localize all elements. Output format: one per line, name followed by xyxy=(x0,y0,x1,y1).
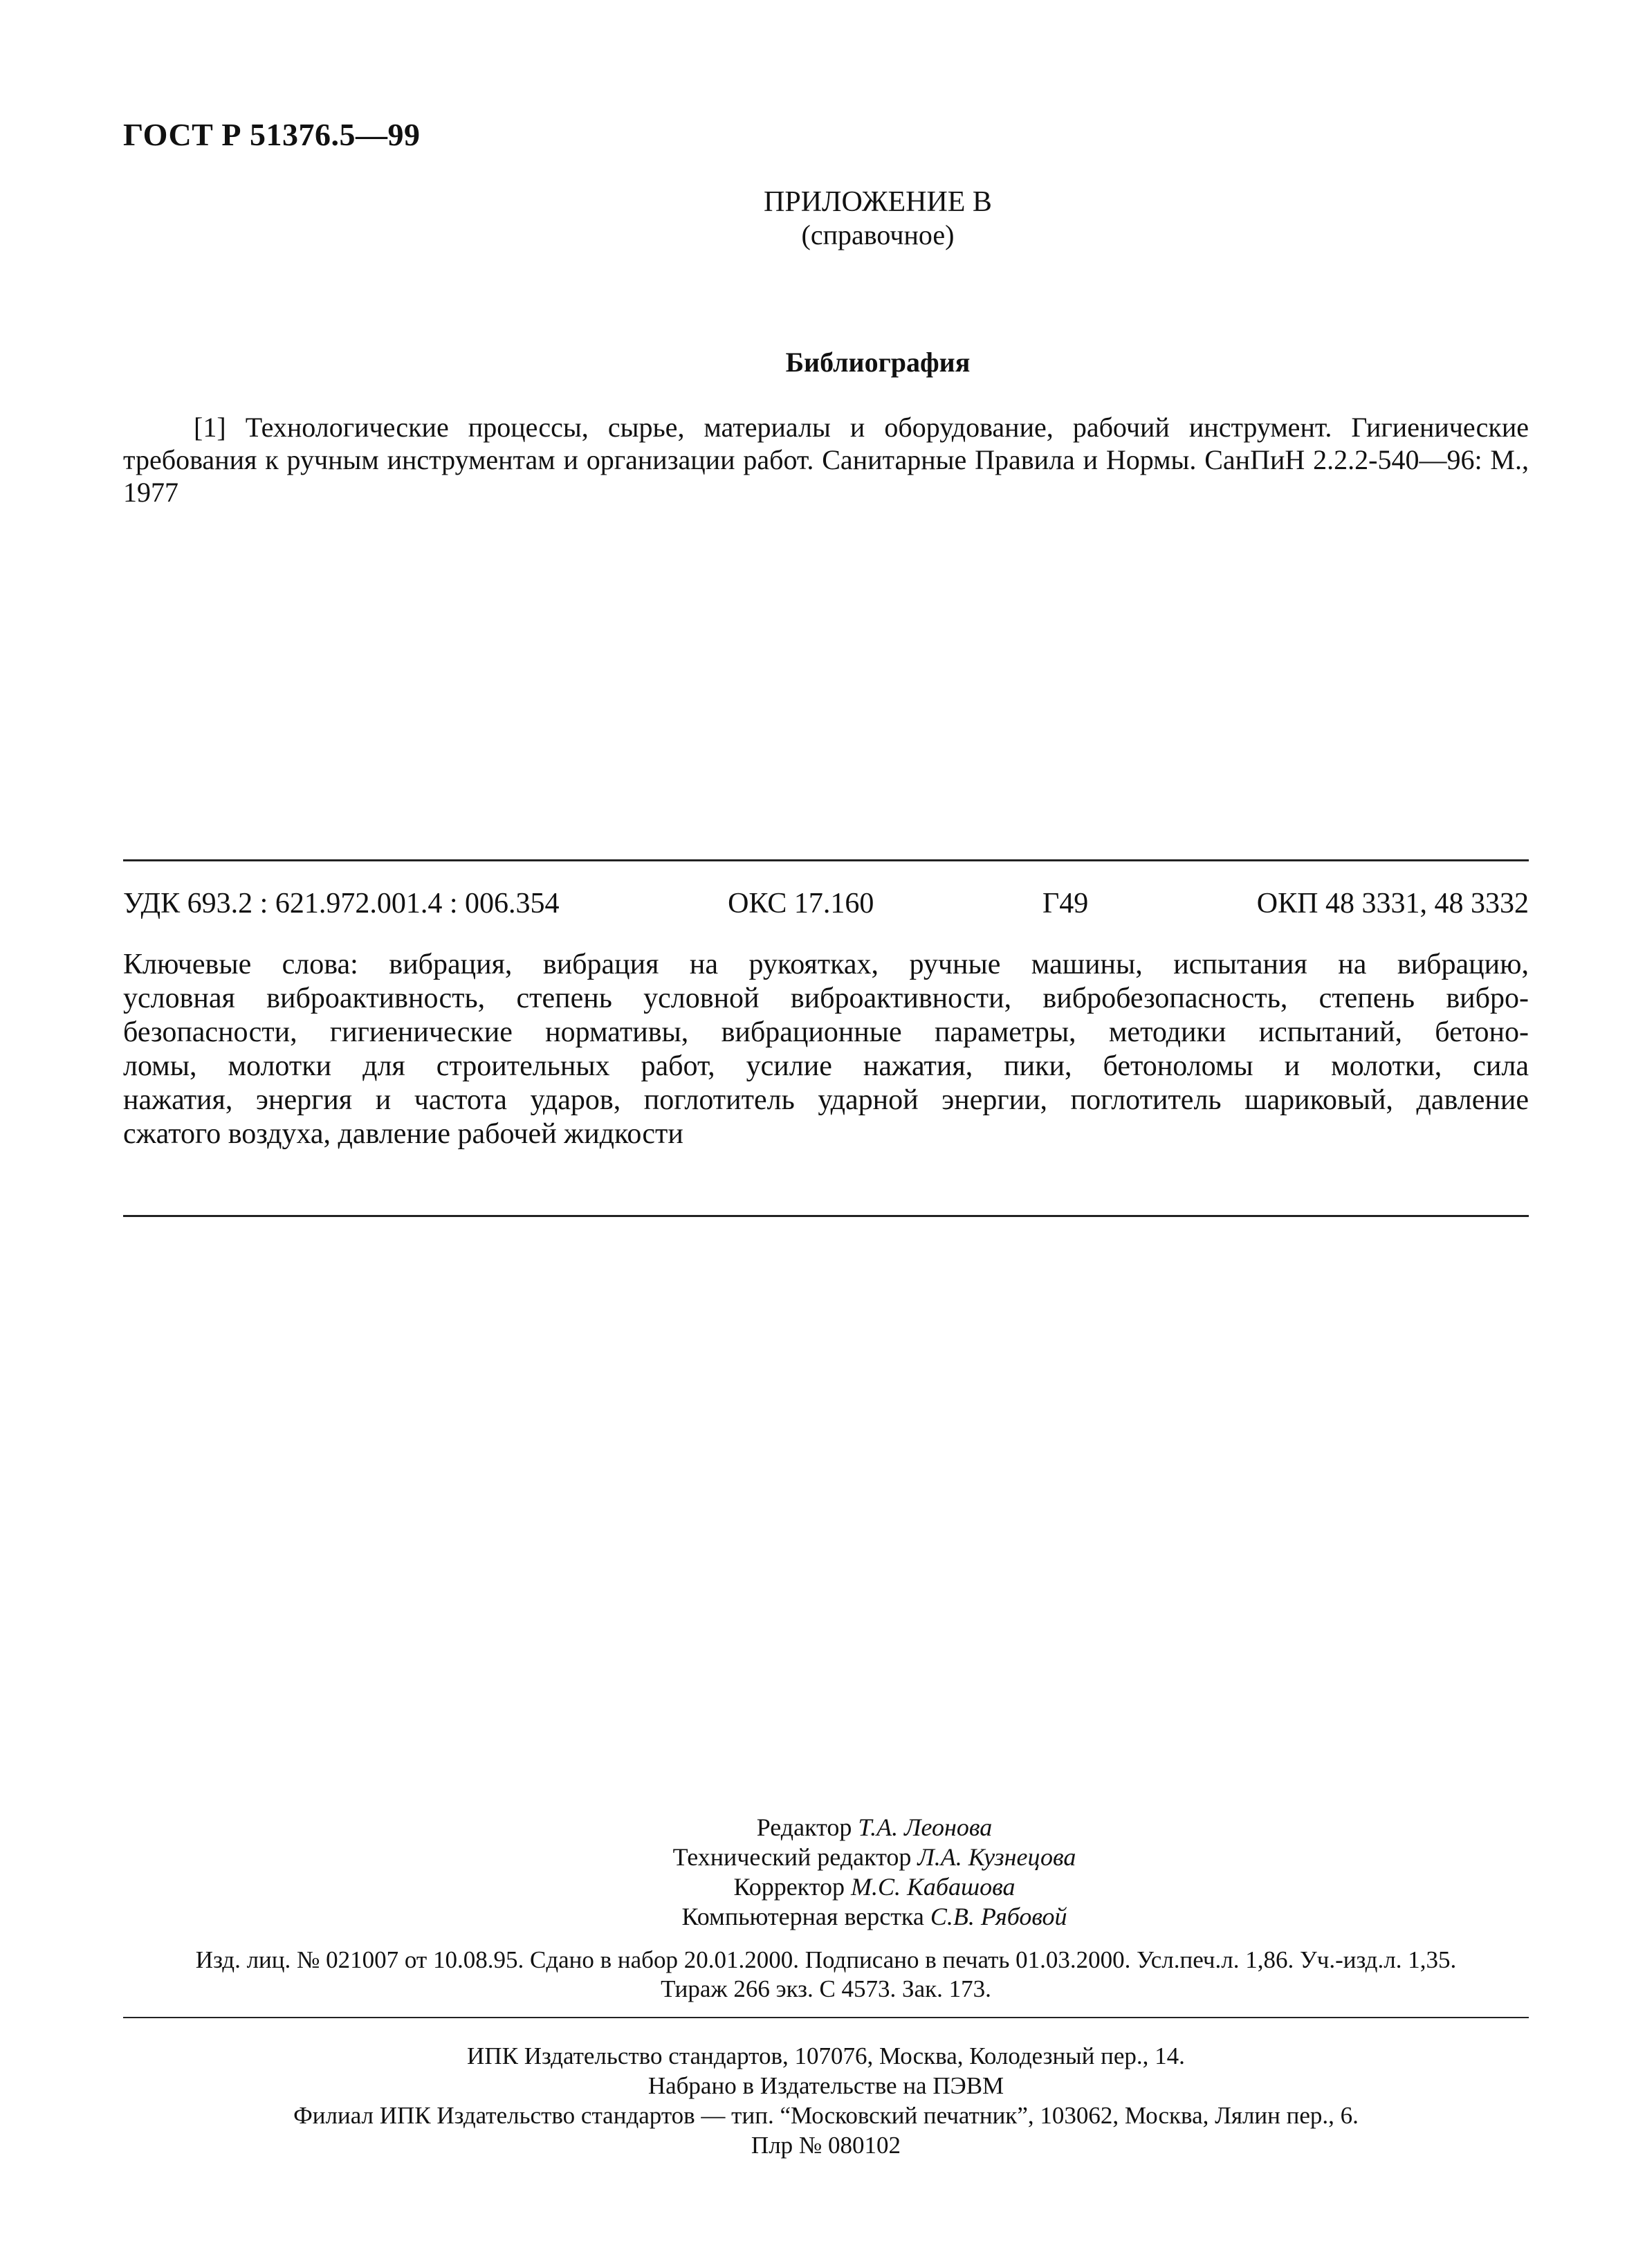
credit-name: М.С. Кабашова xyxy=(850,1873,1016,1901)
keywords-line: сжатого воздуха, давление рабочей жидкости xyxy=(123,1118,683,1150)
keywords-line: нажатия, энергия и частота ударов, поглотитель ударной энергии, поглотитель шариковый, давление xyxy=(123,1084,1529,1116)
printer-line: Набрано в Издательстве на ПЭВМ xyxy=(647,2072,1004,2099)
top-divider xyxy=(123,859,1529,861)
credit-tech-editor xyxy=(104,1842,1645,1872)
udk-code: УДК 693.2 : 621.972.001.4 : 006.354 xyxy=(123,888,560,920)
keywords-line: ломы, молотки для строительных работ, усилие нажатия, пики, бетоноломы и молотки, сила xyxy=(123,1050,1529,1082)
printer-line: ИПК Издательство стандартов, 107076, Москва, Колодезный пер., 14. xyxy=(467,2042,1185,2069)
credit-name: Т.А. Леонова xyxy=(858,1813,993,1841)
publication-info xyxy=(123,1946,1529,2004)
printer-info xyxy=(123,2041,1529,2160)
keywords-line: безопасности, гигиенические нормативы, вибрационные параметры, методики испытаний, бетоно- xyxy=(123,1016,1529,1048)
group-code: Г49 xyxy=(1042,888,1089,920)
publication-line: Изд. лиц. № 021007 от 10.08.95. Сдано в набор 20.01.2000. Подписано в печать 01.03.2000. Усл.печ.л. 1,86. Уч.-изд.л. 1,35. xyxy=(195,1946,1457,1973)
printer-line: Филиал ИПК Издательство стандартов — тип. “Московский печатник”, 103062, Москва, Лялин пер., 6. xyxy=(293,2102,1359,2129)
bibliography-entry: [1] Технологические процессы, сырье, материалы и оборудование, рабочий инструмент. Гигиенические требования к ручным инструментам и организации работ. Санитарные Правила и Нормы. СанПиН 2.2.2-540—96: М., 1977 xyxy=(123,412,1529,508)
credit-role: Редактор xyxy=(756,1813,852,1841)
bottom-divider xyxy=(123,1215,1529,1217)
keywords-block xyxy=(123,948,1529,1151)
keywords-line: условная виброактивность, степень условной виброактивности, вибробезопасность, степень вибро- xyxy=(123,982,1529,1014)
publication-line: Тираж 266 экз. С 4573. Зак. 173. xyxy=(661,1975,991,2002)
document-code: ГОСТ Р 51376.5—99 xyxy=(123,117,421,152)
credit-corrector xyxy=(104,1872,1645,1902)
printer-line: Плр № 080102 xyxy=(751,2132,901,2159)
credit-name: С.В. Рябовой xyxy=(930,1903,1067,1930)
credit-layout xyxy=(104,1902,1645,1932)
credit-editor xyxy=(104,1813,1645,1842)
appendix-title: ПРИЛОЖЕНИЕ В xyxy=(764,186,992,218)
keywords-line: Ключевые слова: вибрация, вибрация на рукоятках, ручные машины, испытания на вибрацию, xyxy=(123,949,1529,980)
credit-role: Технический редактор xyxy=(672,1843,912,1871)
oks-code: ОКС 17.160 xyxy=(728,888,874,920)
appendix-subtitle: (справочное) xyxy=(801,219,955,250)
bibliography-heading: Библиография xyxy=(785,347,971,378)
okp-code: ОКП 48 3331, 48 3332 xyxy=(1256,888,1529,920)
classification-line xyxy=(123,887,1529,920)
credit-role: Корректор xyxy=(733,1873,845,1901)
credit-name: Л.А. Кузнецова xyxy=(917,1843,1076,1871)
footer-divider xyxy=(123,2017,1529,2018)
credit-role: Компьютерная верстка xyxy=(681,1903,924,1930)
credits-block xyxy=(0,1813,1645,1932)
